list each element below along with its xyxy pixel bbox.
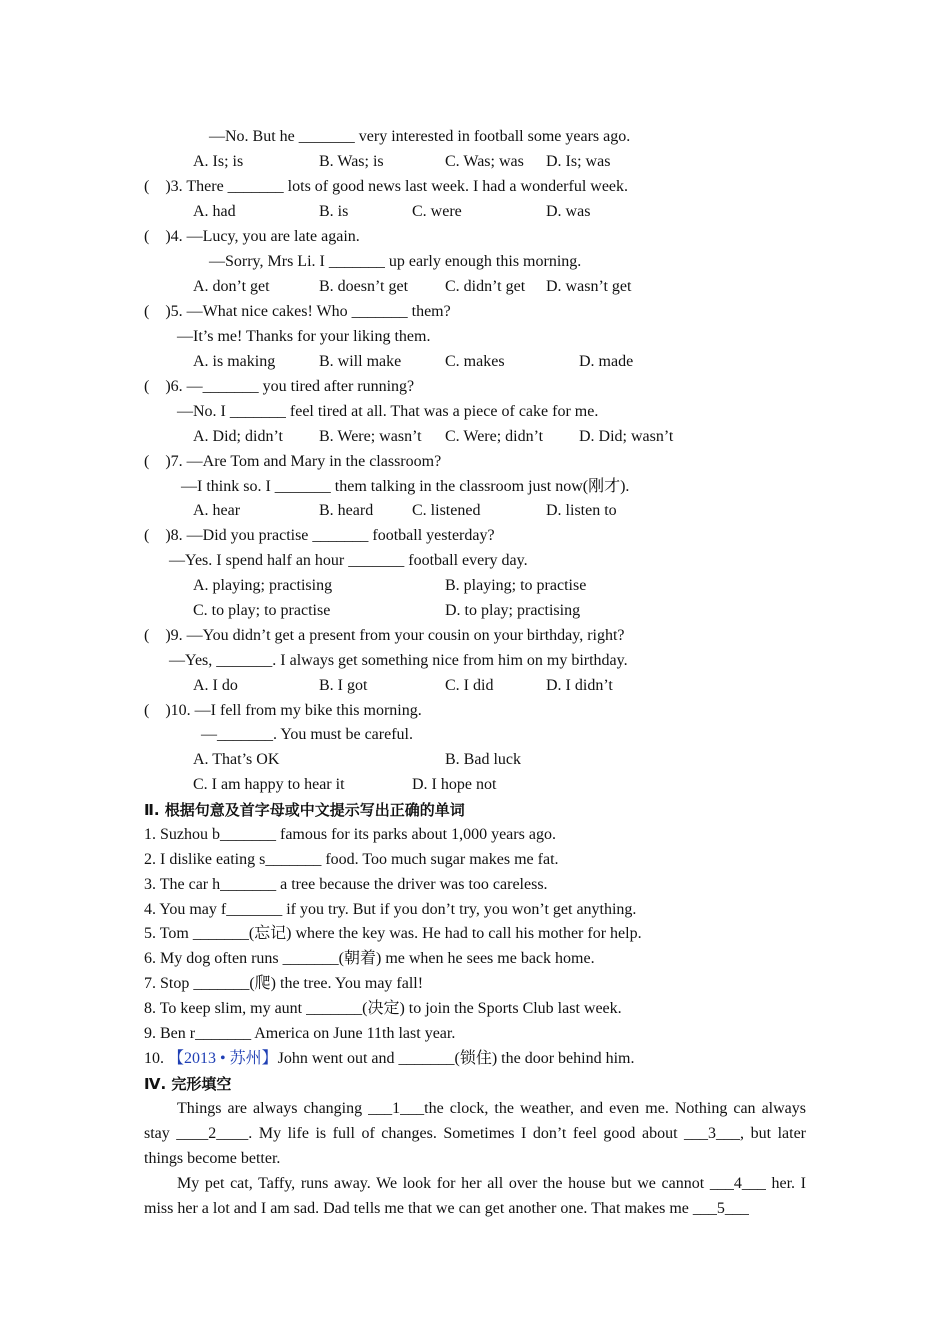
- q2-reply: —No. But he _______ very interested in football some years ago.: [209, 128, 631, 145]
- q5-option-a: A. is making: [193, 353, 276, 370]
- q7-option-c: C. listened: [412, 502, 481, 519]
- fill-item-8: 8. To keep slim, my aunt _______(决定) to join the Sports Club last week.: [144, 1000, 622, 1017]
- q10-reply: —_______. You must be careful.: [201, 726, 413, 743]
- cloze-paragraph-2: My pet cat, Taffy, runs away. We look for her all over the house but we cannot ___4___ her. I miss her a lot and I am sad. Dad tells me that we can get another one. That makes me ___5___: [144, 1175, 806, 1217]
- q7-option-a: A. hear: [193, 502, 241, 519]
- q6-reply: —No. I _______ feel tired at all. That was a piece of cake for me.: [177, 403, 599, 420]
- q7-stem: ( )7. —Are Tom and Mary in the classroom?: [144, 453, 442, 470]
- q2-option-d: D. Is; was: [546, 153, 611, 170]
- q3-option-d: D. was: [546, 203, 591, 220]
- q8-reply: —Yes. I spend half an hour _______ football every day.: [169, 552, 528, 569]
- section-2-heading: Ⅱ. 根据句意及首字母或中文提示写出正确的单词: [144, 801, 465, 819]
- fill-item-10: [144, 1049, 634, 1069]
- q5-option-b: B. will make: [319, 353, 402, 370]
- q9-option-a: A. I do: [193, 677, 238, 694]
- fill-item-6: 6. My dog often runs _______(朝着) me when he sees me back home.: [144, 950, 595, 967]
- q5-option-c: C. makes: [445, 353, 505, 370]
- fill-item-9: 9. Ben r_______ America on June 11th last year.: [144, 1025, 456, 1042]
- q5-stem: ( )5. —What nice cakes! Who _______ them?: [144, 303, 451, 320]
- fill-item-10-source: 【2013 • 苏州】: [168, 1050, 278, 1067]
- fill-item-4: 4. You may f_______ if you try. But if you don’t try, you won’t get anything.: [144, 901, 637, 918]
- fill-item-2: 2. I dislike eating s_______ food. Too much sugar makes me fat.: [144, 851, 559, 868]
- q2-option-a: A. Is; is: [193, 153, 244, 170]
- q3-stem: ( )3. There _______ lots of good news last week. I had a wonderful week.: [144, 178, 629, 195]
- q6-option-b: B. Were; wasn’t: [319, 428, 422, 445]
- q8-stem: ( )8. —Did you practise _______ football yesterday?: [144, 527, 495, 544]
- q4-reply: —Sorry, Mrs Li. I _______ up early enough this morning.: [209, 253, 582, 270]
- q10-option-d: D. I hope not: [412, 776, 497, 793]
- q5-option-d: D. made: [579, 353, 634, 370]
- q4-option-a: A. don’t get: [193, 278, 270, 295]
- fill-item-3: 3. The car h_______ a tree because the driver was too careless.: [144, 876, 548, 893]
- q2-option-c: C. Was; was: [445, 153, 524, 170]
- cloze-paragraph-1: Things are always changing ___1___the clock, the weather, and even me. Nothing can always stay ____2____. My life is full of changes. Sometimes I don’t feel good about ___3___, but later things become better.: [144, 1100, 806, 1167]
- fill-item-1: 1. Suzhou b_______ famous for its parks about 1,000 years ago.: [144, 826, 556, 843]
- q9-option-b: B. I got: [319, 677, 368, 694]
- q3-option-b: B. is: [319, 203, 349, 220]
- q10-option-b: B. Bad luck: [445, 751, 521, 768]
- q2-option-b: B. Was; is: [319, 153, 384, 170]
- q3-option-a: A. had: [193, 203, 236, 220]
- fill-item-10-text: John went out and _______(锁住) the door behind him.: [277, 1050, 635, 1067]
- q6-option-a: A. Did; didn’t: [193, 428, 283, 445]
- q8-option-c: C. to play; to practise: [193, 602, 331, 619]
- fill-item-5: 5. Tom _______(忘记) where the key was. He had to call his mother for help.: [144, 925, 642, 942]
- q9-option-c: C. I did: [445, 677, 494, 694]
- q7-reply: —I think so. I _______ them talking in the classroom just now(刚才).: [181, 478, 630, 495]
- fill-item-10-number: 10.: [144, 1050, 168, 1067]
- q9-option-d: D. I didn’t: [546, 677, 613, 694]
- q7-option-d: D. listen to: [546, 502, 617, 519]
- q10-option-c: C. I am happy to hear it: [193, 776, 345, 793]
- q4-option-d: D. wasn’t get: [546, 278, 632, 295]
- section-4-heading: Ⅳ. 完形填空: [144, 1075, 232, 1093]
- q6-option-d: D. Did; wasn’t: [579, 428, 674, 445]
- q4-option-c: C. didn’t get: [445, 278, 526, 295]
- q9-reply: —Yes, _______. I always get something nice from him on my birthday.: [169, 652, 628, 669]
- q5-reply: —It’s me! Thanks for your liking them.: [177, 328, 431, 345]
- q8-option-a: A. playing; practising: [193, 577, 333, 594]
- q10-stem: ( )10. —I fell from my bike this morning.: [144, 702, 422, 719]
- q8-option-d: D. to play; practising: [445, 602, 581, 619]
- q4-stem: ( )4. —Lucy, you are late again.: [144, 228, 360, 245]
- q6-option-c: C. Were; didn’t: [445, 428, 544, 445]
- q6-stem: ( )6. —_______ you tired after running?: [144, 378, 415, 395]
- q10-option-a: A. That’s OK: [193, 751, 280, 768]
- q7-option-b: B. heard: [319, 502, 374, 519]
- q4-option-b: B. doesn’t get: [319, 278, 409, 295]
- q3-option-c: C. were: [412, 203, 462, 220]
- fill-item-7: 7. Stop _______(爬) the tree. You may fall!: [144, 975, 424, 992]
- q8-option-b: B. playing; to practise: [445, 577, 587, 594]
- q9-stem: ( )9. —You didn’t get a present from your cousin on your birthday, right?: [144, 627, 625, 644]
